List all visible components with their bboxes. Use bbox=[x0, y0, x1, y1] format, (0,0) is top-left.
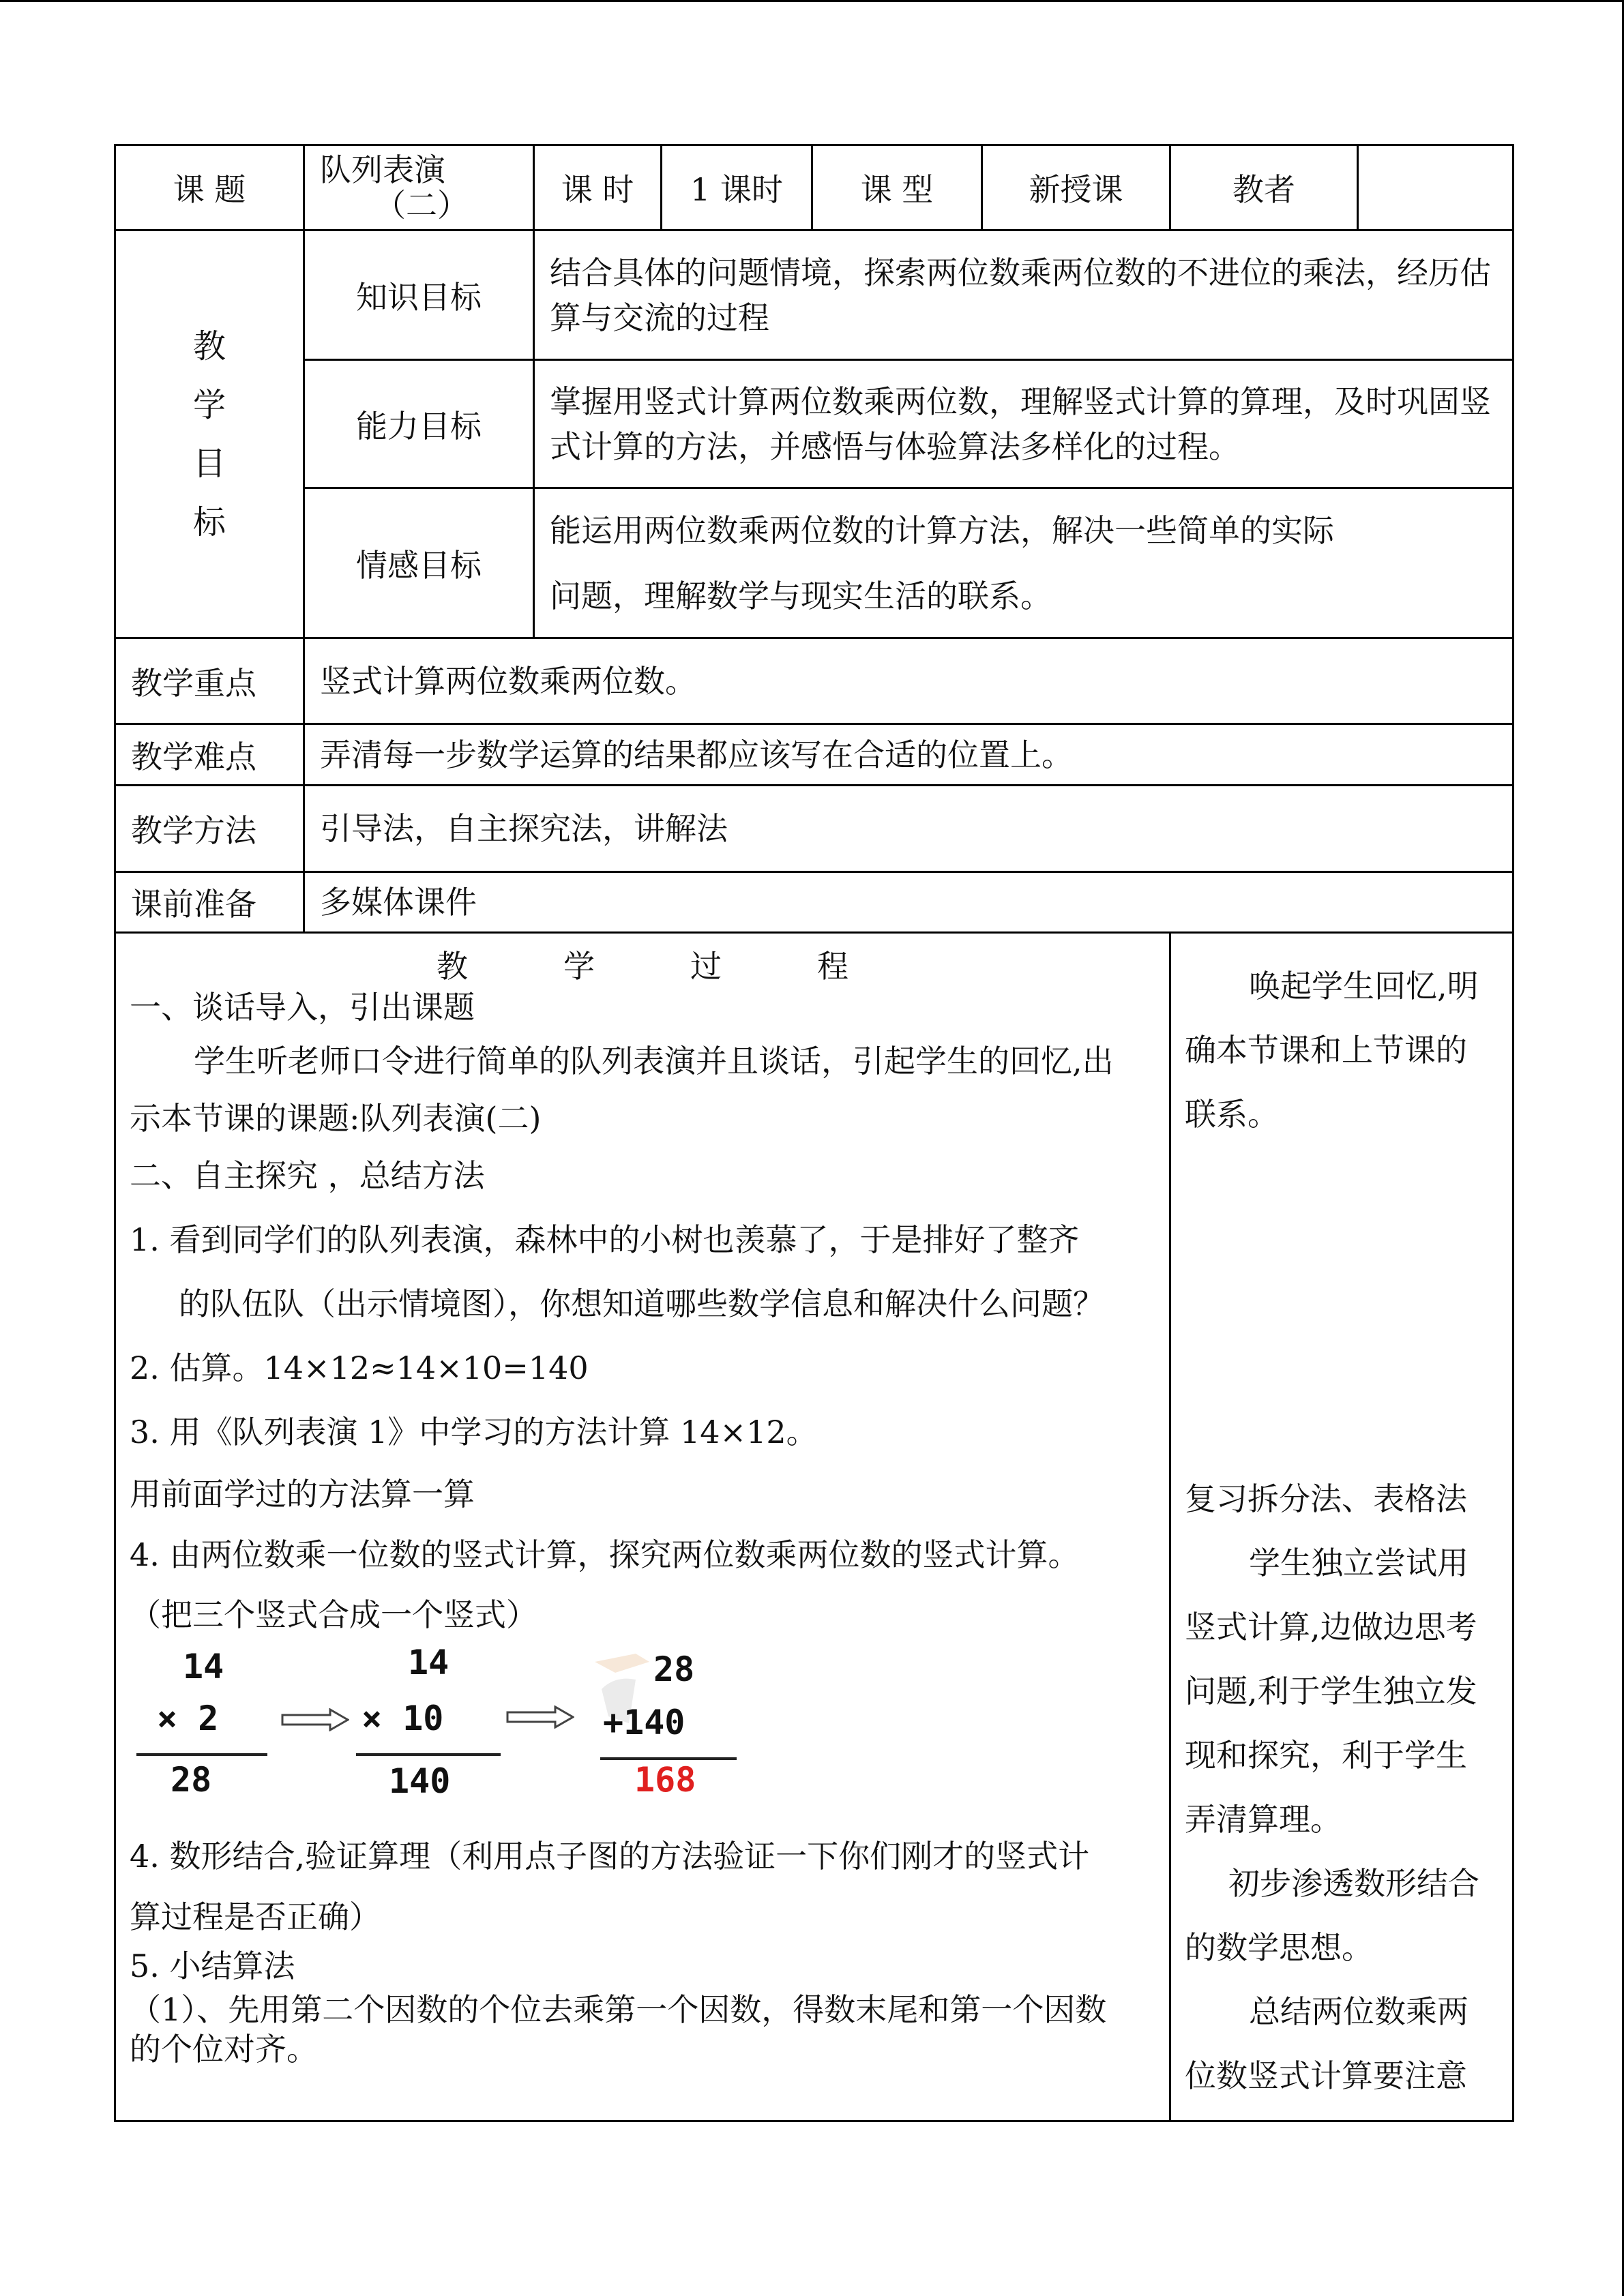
method-label: 教学方法 bbox=[115, 786, 304, 872]
calc1-line bbox=[136, 1753, 267, 1756]
process-line: （1）、先用第二个因数的个位去乘第一个因数，得数末尾和第一个因数 bbox=[130, 1991, 1107, 2028]
process-title-char-1: 教 bbox=[437, 948, 468, 985]
page-top-border bbox=[0, 0, 1624, 2]
arrow-right-icon bbox=[506, 1705, 574, 1729]
objective-text-emotion bbox=[534, 488, 1514, 638]
lesson-plan-table bbox=[114, 144, 1514, 2122]
calc2-result: 140 bbox=[389, 1761, 451, 1801]
process-line: 一、谈话导入，引出课题 bbox=[130, 989, 475, 1026]
type-value: 新授课 bbox=[982, 145, 1170, 230]
objective-label-knowledge: 知识目标 bbox=[304, 230, 534, 360]
note-line: 弄清算理。 bbox=[1185, 1801, 1342, 1838]
note-line: 的数学思想。 bbox=[1185, 1929, 1373, 1966]
preparation-text: 多媒体课件 bbox=[304, 872, 1514, 933]
process-line: 的队伍队（出示情境图），你想知道哪些数学信息和解决什么问题？ bbox=[179, 1285, 1104, 1322]
key-point-label: 教学重点 bbox=[115, 638, 304, 724]
process-line: 学生听老师口令进行简单的队列表演并且谈话，引起学生的回忆,出 bbox=[194, 1043, 1114, 1079]
objective-label-ability: 能力目标 bbox=[304, 360, 534, 488]
vertical-calculation-figure bbox=[130, 1643, 1155, 1831]
calc1-result: 28 bbox=[171, 1760, 212, 1800]
calc2-line bbox=[356, 1753, 501, 1756]
calc3-top: 28 bbox=[653, 1650, 695, 1689]
note-line: 竖式计算,边做边思考 bbox=[1185, 1609, 1477, 1645]
objective-label-emotion: 情感目标 bbox=[304, 488, 534, 638]
subject-value-line1: 队列表演 bbox=[320, 151, 445, 188]
calc2-mult: × 10 bbox=[361, 1699, 444, 1738]
type-label: 课 型 bbox=[812, 145, 982, 230]
note-line: 总结两位数乘两 bbox=[1249, 1993, 1468, 2030]
process-line: 3. 用《队列表演 1》中学习的方法计算 14×12。 bbox=[130, 1414, 818, 1450]
arrow-right-icon bbox=[281, 1708, 349, 1731]
objectives-section-label bbox=[115, 230, 304, 638]
teacher-value bbox=[1358, 145, 1514, 230]
process-line: （把三个竖式合成一个竖式） bbox=[130, 1596, 537, 1633]
note-line: 现和探究，利于学生 bbox=[1185, 1737, 1467, 1774]
calc3-mult: +140 bbox=[603, 1703, 685, 1742]
objectives-char-3: 目 bbox=[192, 444, 226, 483]
preparation-label: 课前准备 bbox=[115, 872, 304, 933]
objective-row-ability bbox=[115, 360, 1514, 488]
process-title-char-3: 过 bbox=[690, 948, 722, 985]
objective-text-emotion-line2: 问题，理解数学与现实生活的联系。 bbox=[550, 577, 1052, 614]
subject-value-cell bbox=[304, 145, 534, 230]
calc1-mult: × 2 bbox=[157, 1699, 219, 1738]
note-line: 问题,利于学生独立发 bbox=[1185, 1673, 1477, 1710]
objective-text-emotion-line1: 能运用两位数乘两位数的计算方法，解决一些简单的实际 bbox=[550, 511, 1334, 549]
process-title-char-4: 程 bbox=[817, 948, 848, 985]
info-row-key-point bbox=[115, 638, 1514, 724]
objective-row-emotion bbox=[115, 488, 1514, 638]
subject-value-line2: （二） bbox=[374, 187, 469, 224]
process-line: 二、自主探究 ，总结方法 bbox=[130, 1157, 485, 1194]
info-row-preparation bbox=[115, 872, 1514, 933]
process-notes bbox=[1170, 933, 1514, 2121]
objective-text-knowledge: 结合具体的问题情境，探索两位数乘两位数的不进位的乘法，经历估算与交流的过程 bbox=[534, 230, 1514, 360]
notes-spacer bbox=[1185, 1146, 1498, 1467]
process-title-char-2: 学 bbox=[563, 948, 595, 985]
process-line: 4. 由两位数乘一位数的竖式计算，探究两位数乘两位数的竖式计算。 bbox=[130, 1536, 1080, 1573]
period-label: 课 时 bbox=[534, 145, 662, 230]
note-line: 确本节课和上节课的 bbox=[1185, 1032, 1467, 1069]
method-text: 引导法，自主探究法，讲解法 bbox=[304, 786, 1514, 872]
objectives-char-2: 学 bbox=[192, 385, 226, 424]
note-line: 联系。 bbox=[1185, 1096, 1279, 1133]
process-line: 1. 看到同学们的队列表演，森林中的小树也羡慕了，于是排好了整齐 bbox=[130, 1221, 1080, 1258]
note-line: 初步渗透数形结合 bbox=[1228, 1865, 1479, 1902]
process-content bbox=[115, 933, 1170, 2121]
objective-row-knowledge bbox=[115, 230, 1514, 360]
header-row bbox=[115, 145, 1514, 230]
process-row bbox=[115, 933, 1514, 2121]
process-line: 5. 小结算法 bbox=[130, 1948, 295, 1984]
process-title bbox=[130, 942, 1155, 985]
process-line: 4. 数形结合,验证算理（利用点子图的方法验证一下你们刚才的竖式计 bbox=[130, 1838, 1090, 1875]
difficulty-label: 教学难点 bbox=[115, 724, 304, 786]
difficulty-text: 弄清每一步数学运算的结果都应该写在合适的位置上。 bbox=[304, 724, 1514, 786]
calc2-top: 14 bbox=[408, 1643, 449, 1682]
process-line: 的个位对齐。 bbox=[130, 2031, 318, 2068]
subject-label: 课 题 bbox=[115, 145, 304, 230]
note-line: 位数竖式计算要注意 bbox=[1185, 2057, 1467, 2094]
info-row-difficulty bbox=[115, 724, 1514, 786]
calc3-result: 168 bbox=[634, 1760, 696, 1800]
process-line: 用前面学过的方法算一算 bbox=[130, 1476, 475, 1512]
process-line: 示本节课的课题:队列表演(二) bbox=[130, 1100, 542, 1137]
key-point-text: 竖式计算两位数乘两位数。 bbox=[304, 638, 1514, 724]
process-line: 2. 估算。14×12≈14×10=140 bbox=[130, 1350, 589, 1386]
info-row-method bbox=[115, 786, 1514, 872]
note-line: 唤起学生回忆,明 bbox=[1249, 968, 1479, 1004]
teacher-label: 教者 bbox=[1170, 145, 1358, 230]
objectives-char-1: 教 bbox=[192, 327, 226, 366]
note-line: 学生独立尝试用 bbox=[1249, 1545, 1468, 1581]
objectives-char-4: 标 bbox=[192, 503, 226, 541]
note-line: 复习拆分法、表格法 bbox=[1185, 1480, 1467, 1517]
period-value: 1 课时 bbox=[662, 145, 812, 230]
objective-text-ability: 掌握用竖式计算两位数乘两位数，理解竖式计算的算理，及时巩固竖式计算的方法，并感悟与体验算法多样化的过程。 bbox=[534, 360, 1514, 488]
calc1-top: 14 bbox=[183, 1647, 224, 1686]
process-line: 算过程是否正确） bbox=[130, 1898, 381, 1935]
